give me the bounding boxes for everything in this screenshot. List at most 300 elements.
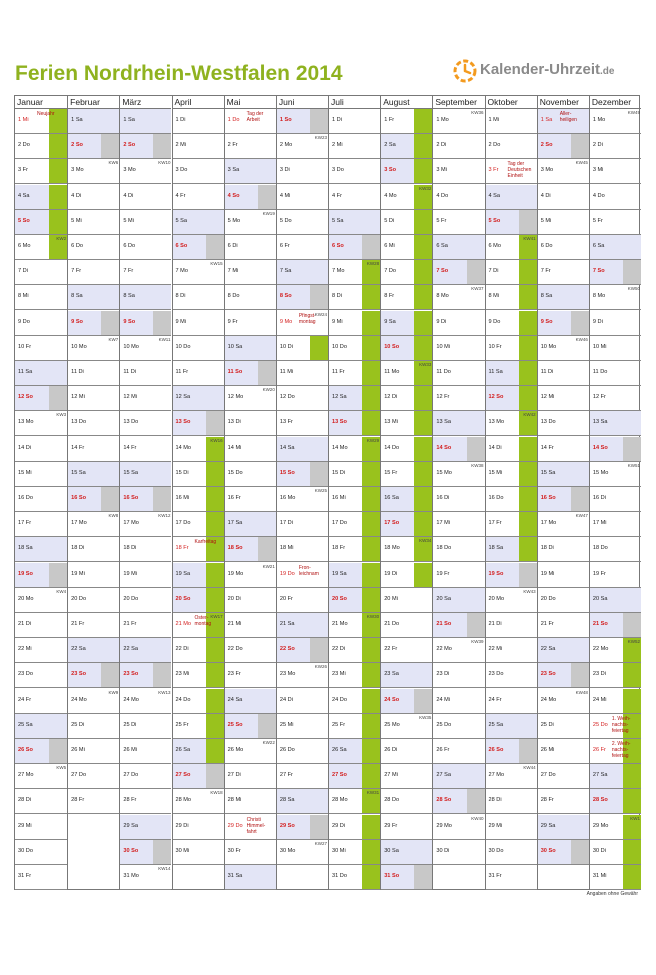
day-label: 2 So	[123, 142, 136, 149]
day-cell	[15, 361, 67, 386]
day-cell	[486, 563, 537, 588]
school-holiday-marker	[414, 462, 432, 486]
day-cell	[590, 159, 641, 184]
day-label: 27 So	[175, 772, 191, 779]
day-cell	[486, 134, 537, 159]
day-cell	[590, 361, 641, 386]
day-label: 1 Sa	[123, 117, 135, 123]
month-column	[119, 96, 171, 889]
day-cell	[277, 512, 328, 537]
day-cell	[173, 260, 224, 285]
footnote: Angaben ohne Gewähr	[586, 891, 638, 897]
sunday-marker	[467, 437, 485, 461]
day-cell	[225, 210, 276, 235]
day-label: 21 Do	[384, 621, 400, 627]
day-label: 6 Di	[227, 243, 238, 249]
day-cell	[590, 185, 641, 210]
day-cell	[225, 588, 276, 613]
school-holiday-marker	[519, 386, 537, 410]
day-label: 10 Mo	[540, 343, 557, 350]
school-holiday-marker	[362, 663, 380, 687]
day-cell	[277, 739, 328, 764]
day-cell	[277, 311, 328, 336]
day-cell	[68, 689, 119, 714]
day-cell	[120, 840, 171, 865]
day-cell	[15, 739, 67, 764]
day-cell	[329, 235, 380, 260]
day-cell	[381, 563, 432, 588]
school-holiday-marker	[414, 336, 432, 360]
school-holiday-marker	[206, 689, 224, 713]
day-cell	[486, 512, 537, 537]
week-number: KW20	[262, 387, 275, 393]
day-cell	[120, 739, 171, 764]
day-label: 1 Mi	[488, 117, 500, 123]
day-label: 13 Mi	[384, 419, 398, 426]
day-cell	[538, 462, 589, 487]
day-cell	[225, 411, 276, 436]
day-label: 19 Di	[384, 570, 398, 577]
day-cell	[173, 361, 224, 386]
day-cell	[433, 689, 484, 714]
day-label: 23 So	[71, 671, 87, 678]
day-label: 7 Di	[488, 268, 499, 275]
day-cell	[486, 437, 537, 462]
day-label: 23 Do	[18, 671, 33, 678]
day-cell	[225, 789, 276, 814]
day-cell	[538, 487, 589, 512]
day-cell	[381, 311, 432, 336]
day-cell	[120, 663, 171, 688]
day-label: 4 Di	[540, 192, 551, 199]
sunday-marker	[310, 285, 328, 309]
day-cell	[381, 613, 432, 638]
day-label: 22 Sa	[71, 646, 86, 653]
day-label: 27 Mo	[488, 772, 505, 779]
day-label: 9 Do	[488, 318, 501, 325]
sunday-marker	[49, 563, 67, 587]
day-label: 5 Do	[279, 217, 292, 224]
day-cell	[68, 336, 119, 361]
day-cell	[68, 638, 119, 663]
day-cell	[120, 588, 171, 613]
day-label: 14 Mo	[175, 444, 192, 451]
day-cell	[277, 437, 328, 462]
school-holiday-marker	[362, 638, 380, 662]
day-cell	[486, 285, 537, 310]
day-label: 25 Do	[592, 721, 608, 728]
day-label: 29 So	[279, 822, 295, 829]
day-cell	[15, 336, 67, 361]
day-label: 20 Sa	[436, 595, 451, 602]
day-label: 24 Di	[279, 696, 293, 703]
sunday-marker	[623, 437, 641, 461]
day-label: 30 Do	[18, 847, 33, 854]
day-cell	[15, 134, 67, 159]
day-cell	[277, 285, 328, 310]
day-cell	[225, 235, 276, 260]
day-cell	[15, 840, 67, 865]
day-label: 21 Sa	[279, 621, 295, 627]
sunday-marker	[258, 714, 276, 738]
school-holiday-marker	[519, 311, 537, 335]
day-label: 5 So	[18, 217, 30, 224]
day-cell	[381, 739, 432, 764]
day-label: 8 Sa	[540, 293, 553, 300]
day-cell	[433, 437, 484, 462]
day-label: 9 Fr	[227, 318, 238, 325]
day-label: 26 Do	[279, 747, 295, 753]
day-label: 18 Di	[540, 545, 554, 552]
day-cell	[15, 235, 67, 260]
day-cell	[120, 487, 171, 512]
week-number: KW41	[523, 236, 536, 241]
day-cell	[329, 386, 380, 411]
day-label: 23 Do	[488, 671, 504, 678]
day-label: 6 Sa	[436, 243, 448, 249]
school-holiday-marker	[414, 487, 432, 511]
week-number: KW29	[366, 437, 380, 443]
day-cell	[68, 613, 119, 638]
week-number: KW16	[210, 437, 223, 443]
day-label: 29 Sa	[540, 822, 556, 829]
day-cell	[381, 361, 432, 386]
day-cell	[486, 361, 537, 386]
school-holiday-marker	[362, 336, 380, 360]
sunday-marker	[101, 134, 119, 158]
day-label: 17 Mo	[71, 520, 87, 527]
day-label: 14 Fr	[71, 444, 85, 451]
day-cell	[381, 235, 432, 260]
week-number: KW27	[314, 840, 327, 846]
day-label: 11 Mi	[279, 369, 294, 375]
day-label: 19 Fr	[592, 570, 606, 577]
day-label: 30 Di	[436, 847, 450, 854]
day-label: 8 Sa	[71, 293, 83, 300]
day-cell	[590, 109, 641, 134]
day-cell	[225, 764, 276, 789]
day-label: 14 So	[592, 444, 608, 451]
day-cell	[433, 235, 484, 260]
day-label: 1 Mo	[436, 117, 449, 123]
day-cell	[381, 437, 432, 462]
day-cell	[381, 210, 432, 235]
day-label: 13 Di	[227, 419, 241, 426]
day-label: 21 Di	[488, 621, 502, 627]
day-label: 5 So	[488, 217, 501, 224]
school-holiday-marker	[362, 361, 380, 385]
day-label: 30 Sa	[384, 847, 399, 854]
day-label: 11 Fr	[332, 369, 345, 375]
day-label: 21 Fr	[540, 621, 554, 627]
day-label: 9 Di	[592, 318, 603, 325]
day-cell	[381, 512, 432, 537]
day-cell	[486, 311, 537, 336]
day-label: 25 Fr	[332, 721, 346, 728]
day-cell	[225, 134, 276, 159]
day-cell	[68, 789, 119, 814]
day-label: 25 Mi	[279, 721, 294, 728]
day-cell	[225, 815, 276, 840]
day-label: 26 Mi	[71, 747, 85, 753]
day-cell	[68, 210, 119, 235]
week-number: KW37	[471, 286, 484, 292]
day-label: 1 Mo	[592, 117, 606, 123]
day-cell	[225, 689, 276, 714]
day-label: 23 Fr	[227, 671, 241, 678]
day-cell	[120, 689, 171, 714]
school-holiday-marker	[623, 789, 641, 813]
day-label: 30 Do	[488, 847, 504, 854]
day-label: 6 Mi	[384, 243, 395, 249]
day-cell	[277, 613, 328, 638]
month-column	[589, 96, 641, 889]
day-label: 30 Di	[592, 847, 606, 854]
day-cell	[225, 512, 276, 537]
day-label: 4 Di	[123, 192, 134, 199]
day-cell	[590, 563, 641, 588]
day-label: 15 Mi	[18, 469, 32, 476]
day-cell	[538, 109, 589, 134]
day-cell	[590, 311, 641, 336]
day-cell	[433, 411, 484, 436]
day-cell	[381, 386, 432, 411]
day-label: 20 Di	[227, 595, 241, 602]
day-label: 28 Fr	[123, 797, 137, 804]
day-label: 8 Fr	[384, 293, 395, 300]
day-cell	[15, 386, 67, 411]
day-label: 12 Mi	[71, 394, 85, 401]
day-label: 6 Mo	[18, 243, 31, 249]
day-cell	[433, 815, 484, 840]
logo-name: Kalender-Uhrzeit	[480, 61, 601, 78]
day-cell	[68, 663, 119, 688]
month-header: Februar	[68, 96, 119, 109]
day-cell	[538, 563, 589, 588]
logo[interactable]	[452, 54, 652, 86]
day-label: 4 Fr	[332, 192, 342, 199]
day-cell	[120, 185, 171, 210]
day-label: 12 Fr	[592, 394, 606, 401]
day-label: 5 Mi	[123, 217, 134, 224]
school-holiday-marker	[206, 638, 224, 662]
day-label: 30 Mi	[175, 847, 190, 854]
day-cell	[225, 311, 276, 336]
holiday-name: Fron-leichnam	[298, 564, 319, 577]
day-label: 26 So	[488, 747, 504, 753]
day-label: 25 Di	[540, 721, 554, 728]
sunday-marker	[519, 739, 537, 763]
school-holiday-marker	[362, 462, 380, 486]
day-cell	[68, 512, 119, 537]
day-label: 1 Do	[227, 117, 240, 123]
day-cell	[68, 714, 119, 739]
day-cell	[329, 563, 380, 588]
day-label: 3 So	[384, 167, 397, 174]
sunday-marker	[571, 134, 589, 158]
sunday-marker	[101, 311, 119, 335]
day-label: 29 Mo	[436, 822, 452, 829]
day-cell	[590, 638, 641, 663]
day-cell	[329, 613, 380, 638]
day-cell	[120, 613, 171, 638]
day-label: 19 Mi	[123, 570, 138, 577]
week-number: KW18	[210, 790, 223, 796]
day-cell	[433, 134, 484, 159]
day-cell	[225, 714, 276, 739]
day-cell	[590, 235, 641, 260]
day-label: 28 So	[592, 797, 608, 804]
day-label: 4 Sa	[18, 192, 30, 199]
day-label: 26 So	[18, 747, 33, 753]
day-cell	[538, 537, 589, 562]
day-label: 5 Di	[384, 217, 395, 224]
day-cell	[68, 739, 119, 764]
day-label: 23 So	[123, 671, 139, 678]
day-label: 25 Di	[123, 721, 137, 728]
day-cell	[173, 109, 224, 134]
day-label: 16 Mi	[175, 495, 190, 501]
day-label: 6 Do	[123, 243, 136, 249]
day-cell	[538, 512, 589, 537]
day-label: 2 Sa	[384, 142, 396, 149]
day-cell	[381, 537, 432, 562]
school-holiday-marker	[362, 386, 380, 410]
day-label: 30 So	[540, 847, 556, 854]
week-number: KW25	[314, 488, 327, 493]
day-cell	[68, 437, 119, 462]
week-number: KW1	[630, 815, 641, 821]
day-cell	[120, 411, 171, 436]
day-cell	[538, 285, 589, 310]
day-cell	[15, 815, 67, 840]
day-label: 18 Fr	[332, 545, 346, 552]
holiday-name: Neujahr	[37, 111, 55, 117]
day-cell	[15, 185, 67, 210]
day-cell	[538, 840, 589, 865]
day-label: 28 So	[436, 797, 452, 804]
day-cell	[15, 789, 67, 814]
day-label: 19 Mi	[71, 570, 85, 577]
day-cell	[590, 437, 641, 462]
school-holiday-marker	[623, 663, 641, 687]
day-label: 26 Mi	[123, 747, 138, 753]
day-label: 4 Do	[592, 192, 605, 199]
day-cell	[329, 764, 380, 789]
day-cell	[225, 361, 276, 386]
day-label: 10 Mo	[71, 343, 87, 350]
day-cell	[15, 588, 67, 613]
month-header: April	[173, 96, 224, 109]
day-label: 27 Fr	[279, 772, 293, 779]
sunday-marker	[623, 613, 641, 637]
school-holiday-marker	[519, 462, 537, 486]
day-cell	[486, 815, 537, 840]
day-cell	[173, 437, 224, 462]
day-label: 2 Mi	[175, 142, 187, 149]
day-cell	[590, 260, 641, 285]
day-label: 8 Mi	[18, 293, 29, 300]
school-holiday-marker	[206, 462, 224, 486]
school-holiday-marker	[414, 512, 432, 536]
day-cell	[381, 134, 432, 159]
day-cell	[225, 386, 276, 411]
day-cell	[173, 462, 224, 487]
day-label: 24 Fr	[18, 696, 32, 703]
day-label: 3 Do	[332, 167, 344, 174]
day-label: 27 Do	[71, 772, 87, 779]
day-label: 7 So	[436, 268, 449, 275]
day-cell	[433, 512, 484, 537]
sunday-marker	[362, 235, 380, 259]
school-holiday-marker	[519, 361, 537, 385]
day-label: 29 Sa	[123, 822, 138, 829]
week-number: KW30	[366, 614, 380, 619]
day-label: 9 Do	[18, 318, 30, 325]
day-cell	[15, 159, 67, 184]
day-label: 4 Do	[436, 192, 449, 199]
day-cell	[225, 739, 276, 764]
day-label: 15 Sa	[540, 469, 556, 476]
day-cell	[120, 512, 171, 537]
day-cell	[277, 714, 328, 739]
day-label: 31 Mo	[123, 873, 139, 879]
day-cell	[486, 411, 537, 436]
day-label: 9 Mo	[279, 318, 293, 325]
day-cell	[120, 134, 171, 159]
day-cell	[486, 789, 537, 814]
day-label: 10 Sa	[227, 343, 243, 350]
day-cell	[329, 411, 380, 436]
day-cell	[225, 638, 276, 663]
day-cell	[173, 285, 224, 310]
week-number: KW47	[575, 513, 588, 519]
day-cell	[68, 260, 119, 285]
day-cell	[225, 159, 276, 184]
day-label: 23 Sa	[384, 671, 399, 678]
day-cell	[15, 411, 67, 436]
day-cell	[329, 109, 380, 134]
day-label: 2 So	[540, 142, 553, 149]
day-label: 12 Mo	[227, 394, 244, 401]
day-label: 15 Mo	[592, 469, 609, 476]
day-label: 26 Di	[384, 747, 398, 753]
day-cell	[277, 462, 328, 487]
school-holiday-marker	[362, 311, 380, 335]
day-cell	[590, 134, 641, 159]
day-label: 29 Mo	[592, 822, 609, 829]
sunday-marker	[467, 613, 485, 637]
day-cell	[15, 563, 67, 588]
day-cell	[433, 764, 484, 789]
week-number: KW3	[56, 412, 67, 418]
day-cell	[486, 336, 537, 361]
day-label: 24 Mo	[540, 696, 557, 703]
day-label: 9 So	[540, 318, 553, 325]
day-label: 22 Mi	[488, 646, 503, 653]
day-label: 24 Do	[175, 696, 191, 703]
day-cell	[590, 764, 641, 789]
day-label: 22 Di	[175, 646, 189, 653]
school-holiday-marker	[519, 512, 537, 536]
day-cell	[381, 840, 432, 865]
day-label: 31 Do	[332, 873, 347, 879]
day-label: 14 Fr	[123, 444, 137, 451]
day-cell	[433, 537, 484, 562]
day-cell	[277, 789, 328, 814]
day-label: 18 Di	[71, 545, 85, 552]
day-cell	[381, 815, 432, 840]
